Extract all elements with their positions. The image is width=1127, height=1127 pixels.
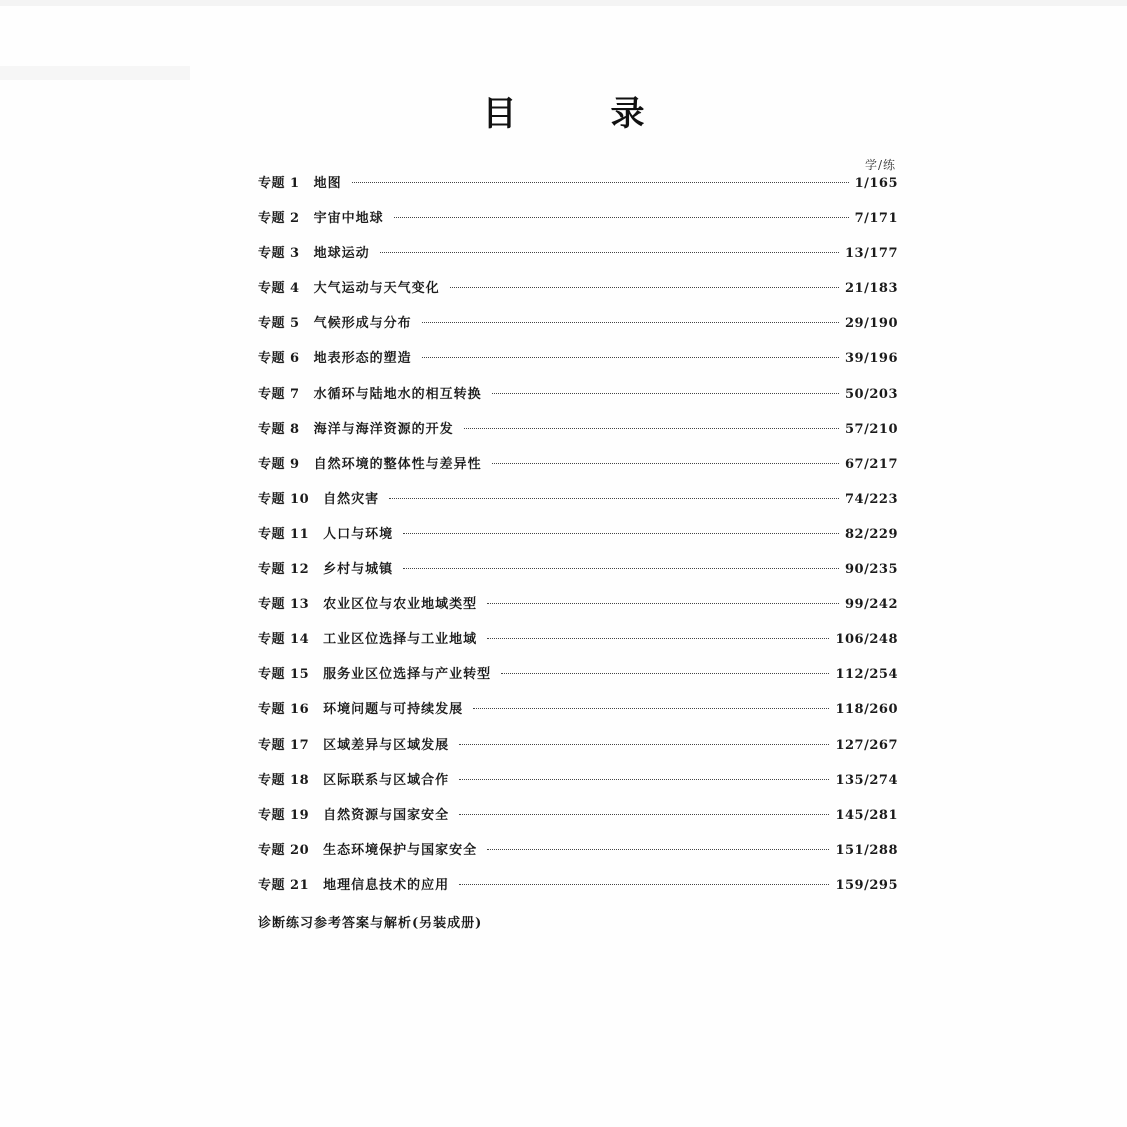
toc-topic-number: 专题 21 <box>258 877 310 893</box>
dot-leader <box>501 672 829 674</box>
toc-topic-title: 海洋与海洋资源的开发 <box>313 421 454 437</box>
toc-topic-title: 地理信息技术的应用 <box>323 877 450 893</box>
toc-topic-title: 服务业区位选择与产业转型 <box>323 667 492 683</box>
dot-leader <box>492 462 839 464</box>
toc-entry[interactable] <box>258 421 898 456</box>
toc-topic-title: 自然环境的整体性与差异性 <box>313 456 482 472</box>
toc-topic-title: 工业区位选择与工业地域 <box>323 632 478 648</box>
toc-topic-number: 专题 20 <box>258 842 310 858</box>
toc-page-numbers: 99/242 <box>845 597 898 613</box>
toc-topic-number: 专题 4 <box>258 281 300 297</box>
scan-edge-top <box>0 0 1127 6</box>
toc-entry[interactable] <box>258 877 898 912</box>
answer-booklet-note: 诊断练习参考答案与解析(另装成册) <box>258 916 483 931</box>
toc-page-numbers: 21/183 <box>845 281 898 297</box>
toc-entry[interactable] <box>258 666 898 701</box>
toc-page-numbers: 57/210 <box>845 421 898 437</box>
dot-leader <box>487 602 839 604</box>
dot-leader <box>450 286 839 288</box>
toc-topic-title: 农业区位与农业地域类型 <box>323 597 478 613</box>
toc-topic-number: 专题 9 <box>258 456 300 472</box>
dot-leader <box>487 637 829 639</box>
toc-topic-number: 专题 18 <box>258 772 310 788</box>
toc-entry[interactable] <box>258 350 898 385</box>
toc-entry[interactable] <box>258 772 898 807</box>
toc-entry[interactable] <box>258 245 898 280</box>
toc-topic-number: 专题 1 <box>258 176 300 191</box>
toc-topic-title: 大气运动与天气变化 <box>313 281 440 297</box>
toc-topic-number: 专题 15 <box>258 667 310 683</box>
toc-topic-title: 乡村与城镇 <box>323 562 394 578</box>
toc-entry[interactable] <box>258 737 898 772</box>
toc-entry[interactable] <box>258 561 898 596</box>
toc-topic-number: 专题 3 <box>258 246 300 262</box>
dot-leader <box>459 778 829 780</box>
toc-entry[interactable] <box>258 280 898 315</box>
scan-edge-left <box>0 66 190 80</box>
toc-page-numbers: 29/190 <box>845 316 898 332</box>
toc-topic-number: 专题 12 <box>258 562 310 578</box>
toc-page-numbers: 106/248 <box>835 632 898 648</box>
toc-topic-title: 人口与环境 <box>323 526 394 542</box>
toc-page-numbers: 39/196 <box>845 351 898 367</box>
toc-page-numbers: 74/223 <box>845 491 898 507</box>
dot-leader <box>422 356 839 358</box>
toc-entry[interactable] <box>258 175 898 210</box>
toc-page-numbers: 67/217 <box>845 456 898 472</box>
toc-page-numbers: 90/235 <box>845 562 898 578</box>
toc-page-numbers: 13/177 <box>845 246 898 262</box>
toc-topic-number: 专题 8 <box>258 421 300 437</box>
toc-topic-number: 专题 17 <box>258 737 310 753</box>
toc-entry[interactable] <box>258 526 898 561</box>
toc-topic-title: 区际联系与区域合作 <box>323 772 450 788</box>
toc-page-numbers: 135/274 <box>835 772 898 788</box>
toc-entry[interactable] <box>258 315 898 350</box>
toc-topic-title: 自然资源与国家安全 <box>323 807 450 823</box>
toc-topic-number: 专题 19 <box>258 807 310 823</box>
toc-topic-title: 自然灾害 <box>323 491 380 507</box>
toc-page-numbers: 112/254 <box>835 667 898 683</box>
dot-leader <box>352 181 849 183</box>
dot-leader <box>487 848 829 850</box>
toc-topic-title: 地表形态的塑造 <box>313 351 412 367</box>
toc-topic-title: 环境问题与可持续发展 <box>323 702 464 718</box>
toc-entry[interactable] <box>258 842 898 877</box>
toc-topic-title: 生态环境保护与国家安全 <box>323 842 478 858</box>
toc-entry[interactable] <box>258 807 898 842</box>
toc-topic-number: 专题 16 <box>258 702 310 718</box>
toc-topic-title: 地图 <box>313 176 342 191</box>
toc-entry[interactable] <box>258 210 898 245</box>
dot-leader <box>492 392 839 394</box>
dot-leader <box>473 707 829 709</box>
dot-leader <box>403 567 839 569</box>
toc-topic-number: 专题 5 <box>258 316 300 332</box>
toc-page-numbers: 1/165 <box>854 176 898 191</box>
toc-topic-title: 宇宙中地球 <box>313 211 384 227</box>
toc-topic-title: 区域差异与区域发展 <box>323 737 450 753</box>
dot-leader <box>459 883 829 885</box>
toc-entry[interactable] <box>258 456 898 491</box>
dot-leader <box>380 251 839 253</box>
toc-page-numbers: 82/229 <box>845 526 898 542</box>
toc-entry[interactable] <box>258 596 898 631</box>
dot-leader <box>403 532 839 534</box>
dot-leader <box>459 743 829 745</box>
page-title: 目 录 <box>482 94 675 134</box>
toc-topic-number: 专题 11 <box>258 526 310 542</box>
dot-leader <box>422 321 839 323</box>
toc-page-numbers: 151/288 <box>835 842 898 858</box>
table-of-contents <box>258 175 898 912</box>
toc-topic-number: 专题 2 <box>258 211 300 227</box>
toc-page-numbers: 118/260 <box>835 702 898 718</box>
toc-page-numbers: 127/267 <box>835 737 898 753</box>
toc-page-numbers: 50/203 <box>845 386 898 402</box>
dot-leader <box>459 813 829 815</box>
toc-topic-number: 专题 7 <box>258 386 300 402</box>
toc-entry[interactable] <box>258 701 898 736</box>
toc-page-numbers: 159/295 <box>835 877 898 893</box>
toc-page-numbers: 145/281 <box>835 807 898 823</box>
toc-topic-title: 水循环与陆地水的相互转换 <box>313 386 482 402</box>
toc-topic-number: 专题 13 <box>258 597 310 613</box>
dot-leader <box>464 427 839 429</box>
toc-topic-number: 专题 6 <box>258 351 300 367</box>
toc-entry[interactable] <box>258 386 898 421</box>
toc-topic-title: 气候形成与分布 <box>313 316 412 332</box>
dot-leader <box>389 497 839 499</box>
toc-topic-title: 地球运动 <box>313 246 370 262</box>
toc-page-numbers: 7/171 <box>854 211 898 227</box>
toc-entry[interactable] <box>258 491 898 526</box>
toc-topic-number: 专题 14 <box>258 632 310 648</box>
dot-leader <box>394 216 849 218</box>
toc-topic-number: 专题 10 <box>258 491 310 507</box>
toc-entry[interactable] <box>258 631 898 666</box>
column-header: 学/练 <box>864 158 896 172</box>
